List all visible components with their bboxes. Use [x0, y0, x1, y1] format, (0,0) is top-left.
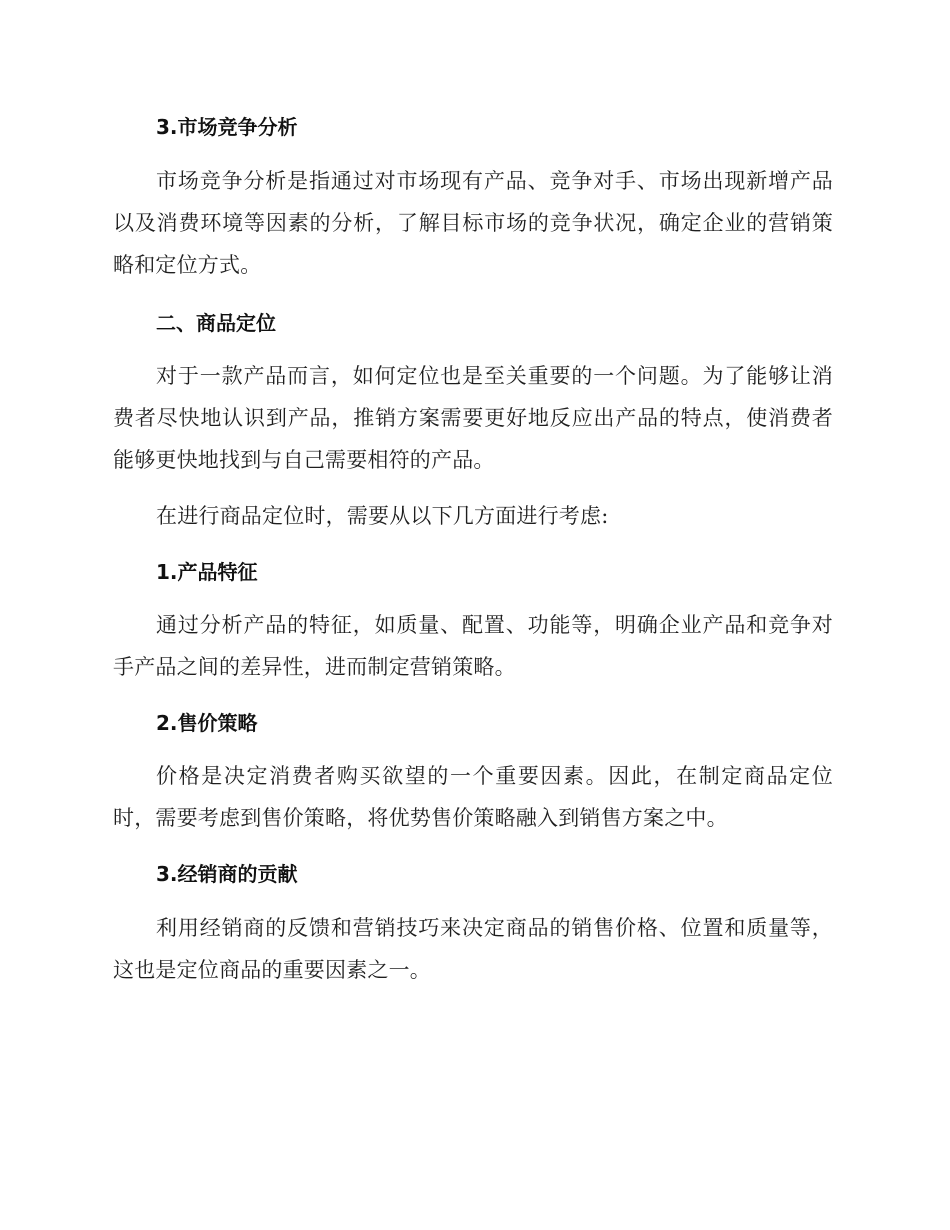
paragraph-positioning-considerations: 在进行商品定位时，需要从以下几方面进行考虑:	[156, 504, 609, 528]
section-heading-product-features: 1.产品特征	[156, 560, 258, 584]
section-heading-market-competition: 3.市场竞争分析	[156, 115, 298, 139]
section-heading-dealer-contribution: 3.经销商的贡献	[156, 862, 298, 886]
paragraph-market-competition: 市场竞争分析是指通过对市场现有产品、竞争对手、市场出现新增产品以及消费环境等因素的分析，了解目标市场的竞争状况，确定企业的营销策略和定位方式。	[113, 169, 833, 277]
paragraph-dealer-contribution: 利用经销商的反馈和营销技巧来决定商品的销售价格、位置和质量等，这也是定位商品的重要因素之一。	[113, 916, 833, 982]
paragraph-positioning-importance: 对于一款产品而言，如何定位也是至关重要的一个问题。为了能够让消费者尽快地认识到产品，推销方案需要更好地反应出产品的特点，使消费者能够更快地找到与自己需要相符的产品。	[113, 364, 833, 472]
section-heading-pricing-strategy: 2.售价策略	[156, 711, 258, 735]
paragraph-pricing-strategy: 价格是决定消费者购买欲望的一个重要因素。因此，在制定商品定位时，需要考虑到售价策略，将优势售价策略融入到销售方案之中。	[113, 764, 833, 830]
section-heading-product-positioning: 二、商品定位	[156, 311, 276, 335]
paragraph-product-features: 通过分析产品的特征，如质量、配置、功能等，明确企业产品和竞争对手产品之间的差异性，进而制定营销策略。	[113, 613, 833, 679]
